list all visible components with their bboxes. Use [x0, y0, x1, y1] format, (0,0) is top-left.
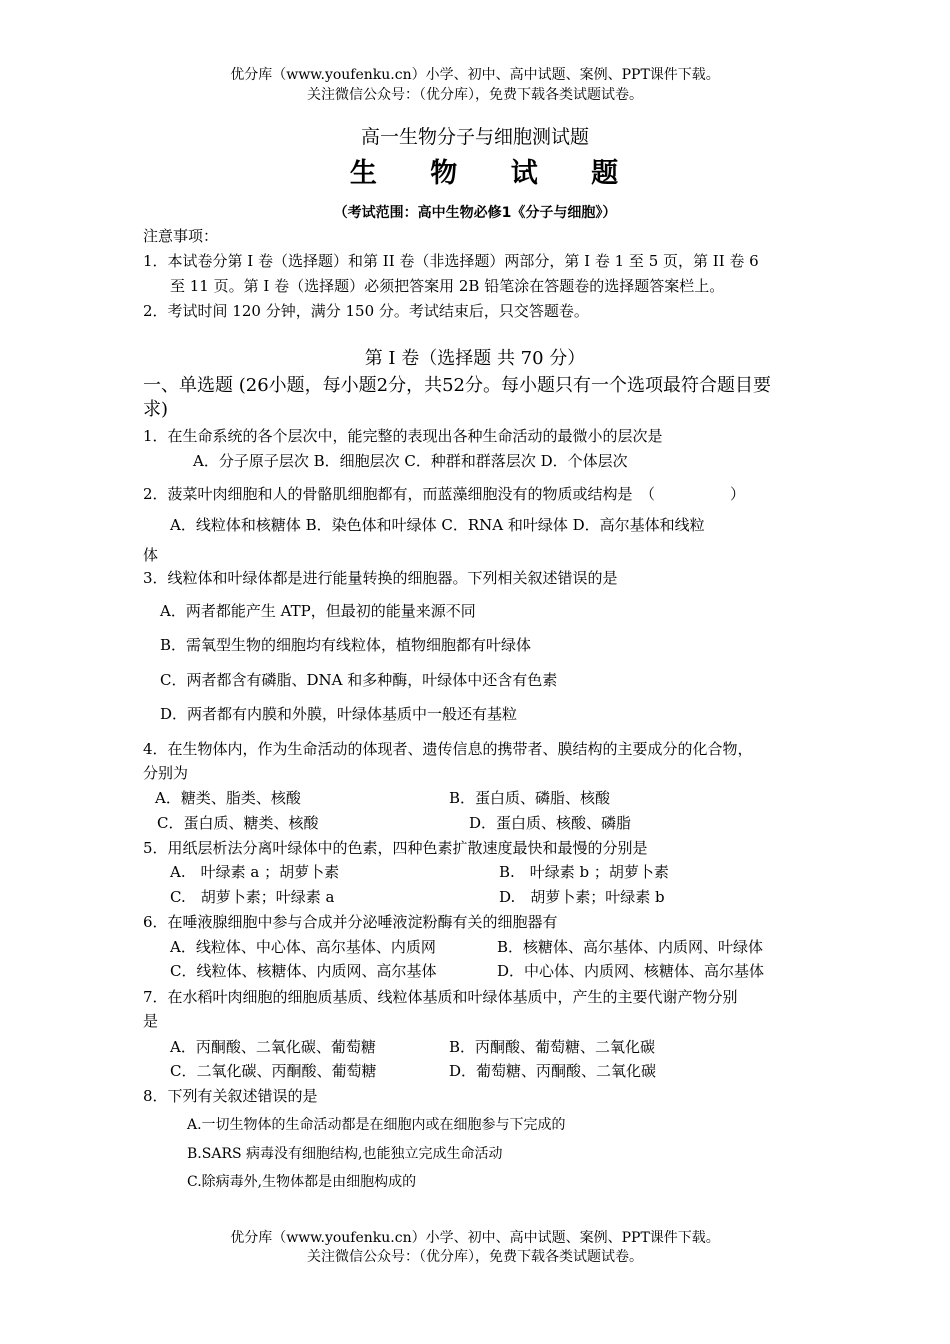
- q7-option-a: A．丙酮酸、二氧化碳、葡萄糖: [170, 1038, 376, 1056]
- q4-option-d: D．蛋白质、核酸、磷脂: [469, 814, 632, 832]
- notice-item-2: 2．考试时间 120 分钟，满分 150 分。考试结束后，只交答题卷。: [143, 302, 589, 320]
- header-line-2: 关注微信公众号：（优分库），免费下载各类试题试卷。: [307, 87, 643, 103]
- q4-stem-cont: 分别为: [143, 764, 189, 782]
- q4-option-b: B．蛋白质、磷脂、核酸: [449, 789, 611, 807]
- q2-stem: 2．菠菜叶肉细胞和人的骨骼肌细胞都有，而蓝藻细胞没有的物质或结构是 （ ）: [143, 485, 746, 503]
- q5-option-b: B. 叶绿素 b ；胡萝卜素: [499, 863, 669, 881]
- footer-line-1: 优分库（www.youfenku.cn）小学、初中、高中试题、案例、PPT课件下载。: [230, 1230, 720, 1246]
- q6-stem: 6．在唾液腺细胞中参与合成并分泌唾液淀粉酶有关的细胞器有: [143, 913, 558, 931]
- subject-title: 生 物 试 题: [349, 158, 641, 189]
- q8-stem: 8．下列有关叙述错误的是: [143, 1087, 318, 1105]
- q5-stem: 5．用纸层析法分离叶绿体中的色素，四种色素扩散速度最快和最慢的分别是: [143, 839, 648, 857]
- q1-options: A．分子原子层次 B．细胞层次 C．种群和群落层次 D．个体层次: [193, 452, 628, 470]
- part-1-title: 第 I 卷（选择题 共 70 分）: [364, 348, 586, 369]
- q4-stem: 4．在生物体内，作为生命活动的体现者、遗传信息的携带者、膜结构的主要成分的化合物，: [143, 740, 753, 758]
- q7-stem-cont: 是: [143, 1012, 159, 1030]
- q2-options-cont: 体: [143, 546, 159, 564]
- notice-label: 注意事项：: [143, 227, 219, 245]
- q6-option-c: C．线粒体、核糖体、内质网、高尔基体: [170, 962, 437, 980]
- q3-option-d: D．两者都有内膜和外膜，叶绿体基质中一般还有基粒: [160, 705, 518, 723]
- q7-option-b: B．丙酮酸、葡萄糖、二氧化碳: [449, 1038, 656, 1056]
- q7-option-d: D．葡萄糖、丙酮酸、二氧化碳: [449, 1062, 657, 1080]
- q5-option-c: C. 胡萝卜素；叶绿素 a: [170, 888, 335, 906]
- section-heading: 一、单选题 (26小题，每小题2分，共52分。每小题只有一个选项最符合题目要: [143, 375, 772, 396]
- exam-scope: （考试范围：高中生物必修1《分子与细胞》）: [333, 205, 617, 221]
- q8-option-b: B.SARS 病毒没有细胞结构,也能独立完成生命活动: [187, 1146, 503, 1162]
- q3-option-c: C．两者都含有磷脂、DNA 和多种酶，叶绿体中还含有色素: [160, 671, 558, 689]
- notice-item-1: 1．本试卷分第 I 卷（选择题）和第 II 卷（非选择题）两部分，第 I 卷 1 至 5 页，第 II 卷 6: [143, 252, 759, 270]
- footer-line-2: 关注微信公众号：（优分库），免费下载各类试题试卷。: [307, 1249, 643, 1265]
- header-line-1: 优分库（www.youfenku.cn）小学、初中、高中试题、案例、PPT课件下载。: [230, 67, 720, 83]
- q5-option-a: A. 叶绿素 a ；胡萝卜素: [170, 863, 340, 881]
- q8-option-a: A.一切生物体的生命活动都是在细胞内或在细胞参与下完成的: [187, 1117, 566, 1133]
- q8-option-c: C.除病毒外,生物体都是由细胞构成的: [187, 1174, 417, 1190]
- q3-option-b: B．需氧型生物的细胞均有线粒体，植物细胞都有叶绿体: [160, 636, 532, 654]
- q6-option-d: D．中心体、内质网、核糖体、高尔基体: [497, 962, 765, 980]
- q7-stem: 7．在水稻叶肉细胞的细胞质基质、线粒体基质和叶绿体基质中，产生的主要代谢产物分别: [143, 988, 738, 1006]
- q1-stem: 1．在生命系统的各个层次中，能完整的表现出各种生命活动的最微小的层次是: [143, 427, 663, 445]
- section-heading-cont: 求): [143, 399, 169, 420]
- q2-options: A．线粒体和核糖体 B．染色体和叶绿体 C．RNA 和叶绿体 D．高尔基体和线粒: [170, 516, 705, 534]
- q5-option-d: D. 胡萝卜素；叶绿素 b: [499, 888, 665, 906]
- exam-title: 高一生物分子与细胞测试题: [360, 126, 589, 148]
- q7-option-c: C．二氧化碳、丙酮酸、葡萄糖: [170, 1062, 377, 1080]
- q4-option-a: A．糖类、脂类、核酸: [155, 789, 301, 807]
- q3-option-a: A．两者都能产生 ATP，但最初的能量来源不同: [160, 602, 476, 620]
- q3-stem: 3．线粒体和叶绿体都是进行能量转换的细胞器。下列相关叙述错误的是: [143, 569, 618, 587]
- q4-option-c: C．蛋白质、糖类、核酸: [157, 814, 319, 832]
- q6-option-a: A．线粒体、中心体、高尔基体、内质网: [170, 938, 436, 956]
- q6-option-b: B．核糖体、高尔基体、内质网、叶绿体: [497, 938, 764, 956]
- notice-item-1-cont: 至 11 页。第 I 卷（选择题）必须把答案用 2B 铅笔涂在答题卷的选择题答案栏上。: [170, 277, 725, 295]
